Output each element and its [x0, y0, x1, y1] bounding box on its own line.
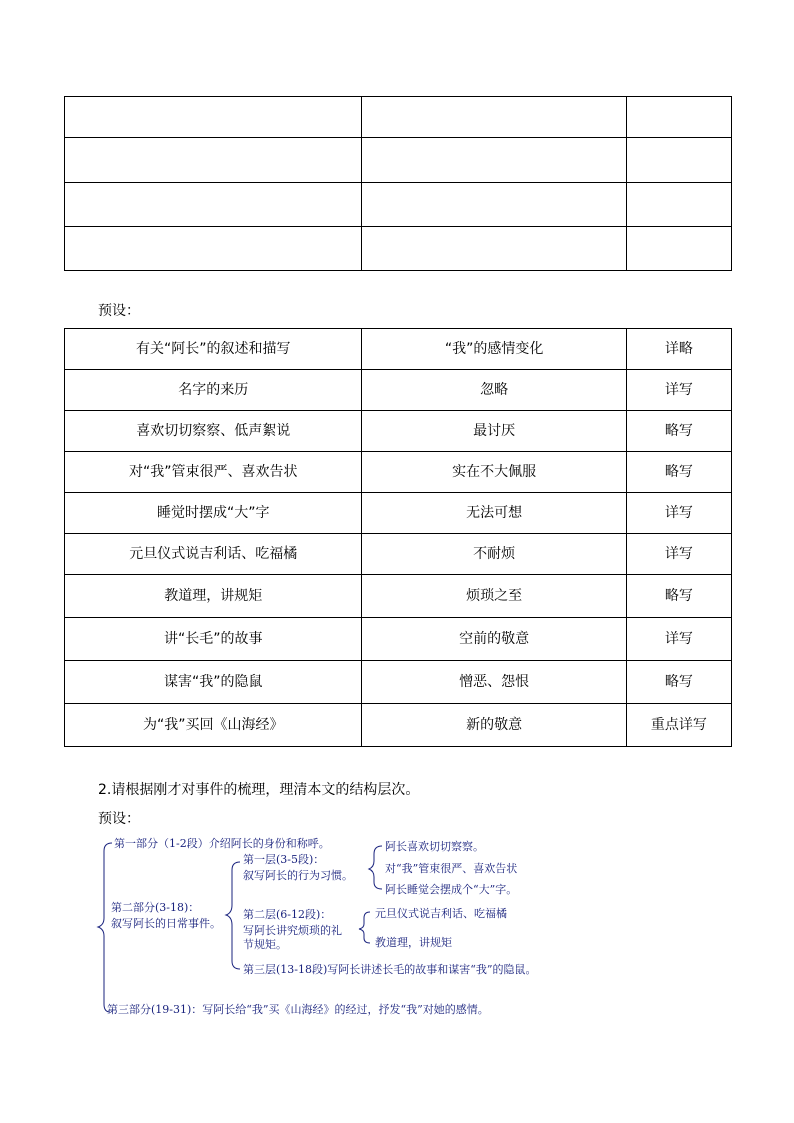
table-cell [362, 183, 626, 227]
table-cell: 为“我”买回《山海经》 [65, 704, 362, 747]
part2-bracket [226, 862, 240, 969]
layer2-bracket [359, 912, 370, 943]
table-cell: 略写 [626, 575, 731, 618]
part3-text: 第三部分(19-31)：写阿长给“我”买《山海经》的经过，抒发“我”对她的感情。 [107, 1003, 489, 1016]
table-cell: 不耐烦 [362, 534, 626, 575]
table-cell [65, 138, 362, 183]
table-cell: 详写 [626, 493, 731, 534]
layer2-item: 教道理，讲规矩 [375, 936, 452, 949]
part2-desc: 叙写阿长的日常事件。 [111, 917, 221, 930]
table-cell: 教道理，讲规矩 [65, 575, 362, 618]
table-cell: 无法可想 [362, 493, 626, 534]
table-cell: 略写 [626, 452, 731, 493]
table-cell: 谋害“我”的隐鼠 [65, 661, 362, 704]
layer1-desc: 叙写阿长的行为习惯。 [243, 869, 353, 882]
table-cell [626, 138, 731, 183]
table-cell [65, 97, 362, 138]
table-row [65, 370, 732, 411]
table-row [65, 411, 732, 452]
table-cell: 新的敬意 [362, 704, 626, 747]
table-row [65, 618, 732, 661]
layer2-title: 第二层(6-12段)： [243, 908, 332, 921]
main-bracket [98, 843, 112, 1012]
table-row [65, 183, 732, 227]
table-row [65, 493, 732, 534]
header-description: 有关“阿长”的叙述和描写 [65, 329, 362, 370]
table-cell: 元旦仪式说吉利话、吃福橘 [65, 534, 362, 575]
table-cell: 重点详写 [626, 704, 731, 747]
table-cell: 忽略 [362, 370, 626, 411]
table-cell [362, 138, 626, 183]
layer3-text: 第三层(13-18段)写阿长讲述长毛的故事和谋害“我”的隐鼠。 [243, 963, 537, 976]
layer2-item: 元旦仪式说吉利话、吃福橘 [375, 907, 507, 920]
table-cell: 最讨厌 [362, 411, 626, 452]
blank-table [64, 96, 732, 271]
table-cell [626, 183, 731, 227]
layer2-desc: 写阿长讲究烦琐的礼节规矩。 [243, 924, 342, 952]
table-cell: 略写 [626, 411, 731, 452]
table-cell: 喜欢切切察察、低声絮说 [65, 411, 362, 452]
table-cell [65, 227, 362, 271]
header-feeling: “我”的感情变化 [362, 329, 626, 370]
question-text: 2.请根据刚才对事件的梳理，理清本文的结构层次。 [98, 782, 420, 798]
table-cell [362, 97, 626, 138]
table-cell: 略写 [626, 661, 731, 704]
layer1-item: 阿长睡觉会摆成个“大”字。 [385, 883, 518, 896]
table-row [65, 575, 732, 618]
part1-text: 第一部分（1-2段）介绍阿长的身份和称呼。 [114, 837, 330, 850]
table-cell: 详写 [626, 370, 731, 411]
header-detail: 详略 [626, 329, 731, 370]
analysis-table [64, 328, 732, 747]
table-row [65, 534, 732, 575]
layer1-item: 对“我”管束很严、喜欢告状 [385, 862, 518, 875]
table-cell: 名字的来历 [65, 370, 362, 411]
preset-label: 预设： [98, 811, 140, 827]
table-cell [362, 227, 626, 271]
table-cell: 睡觉时摆成“大”字 [65, 493, 362, 534]
layer1-item: 阿长喜欢切切察察。 [385, 840, 484, 853]
part2-title: 第二部分(3-18)： [111, 901, 200, 914]
preset-label: 预设： [98, 303, 140, 319]
layer1-bracket [369, 846, 382, 889]
table-row [65, 97, 732, 138]
table-cell [626, 97, 731, 138]
table-cell: 讲“长毛”的故事 [65, 618, 362, 661]
table-cell [626, 227, 731, 271]
table-cell: 烦琐之至 [362, 575, 626, 618]
table-row [65, 138, 732, 183]
table-header-row [65, 329, 732, 370]
table-cell: 详写 [626, 618, 731, 661]
layer1-title: 第一层(3-5段)： [243, 853, 325, 866]
table-cell: 实在不大佩服 [362, 452, 626, 493]
table-cell: 详写 [626, 534, 731, 575]
table-row [65, 227, 732, 271]
table-cell: 对“我”管束很严、喜欢告状 [65, 452, 362, 493]
table-row [65, 704, 732, 747]
table-row [65, 452, 732, 493]
table-cell [65, 183, 362, 227]
table-row [65, 661, 732, 704]
table-cell: 空前的敬意 [362, 618, 626, 661]
table-cell: 憎恶、怨恨 [362, 661, 626, 704]
